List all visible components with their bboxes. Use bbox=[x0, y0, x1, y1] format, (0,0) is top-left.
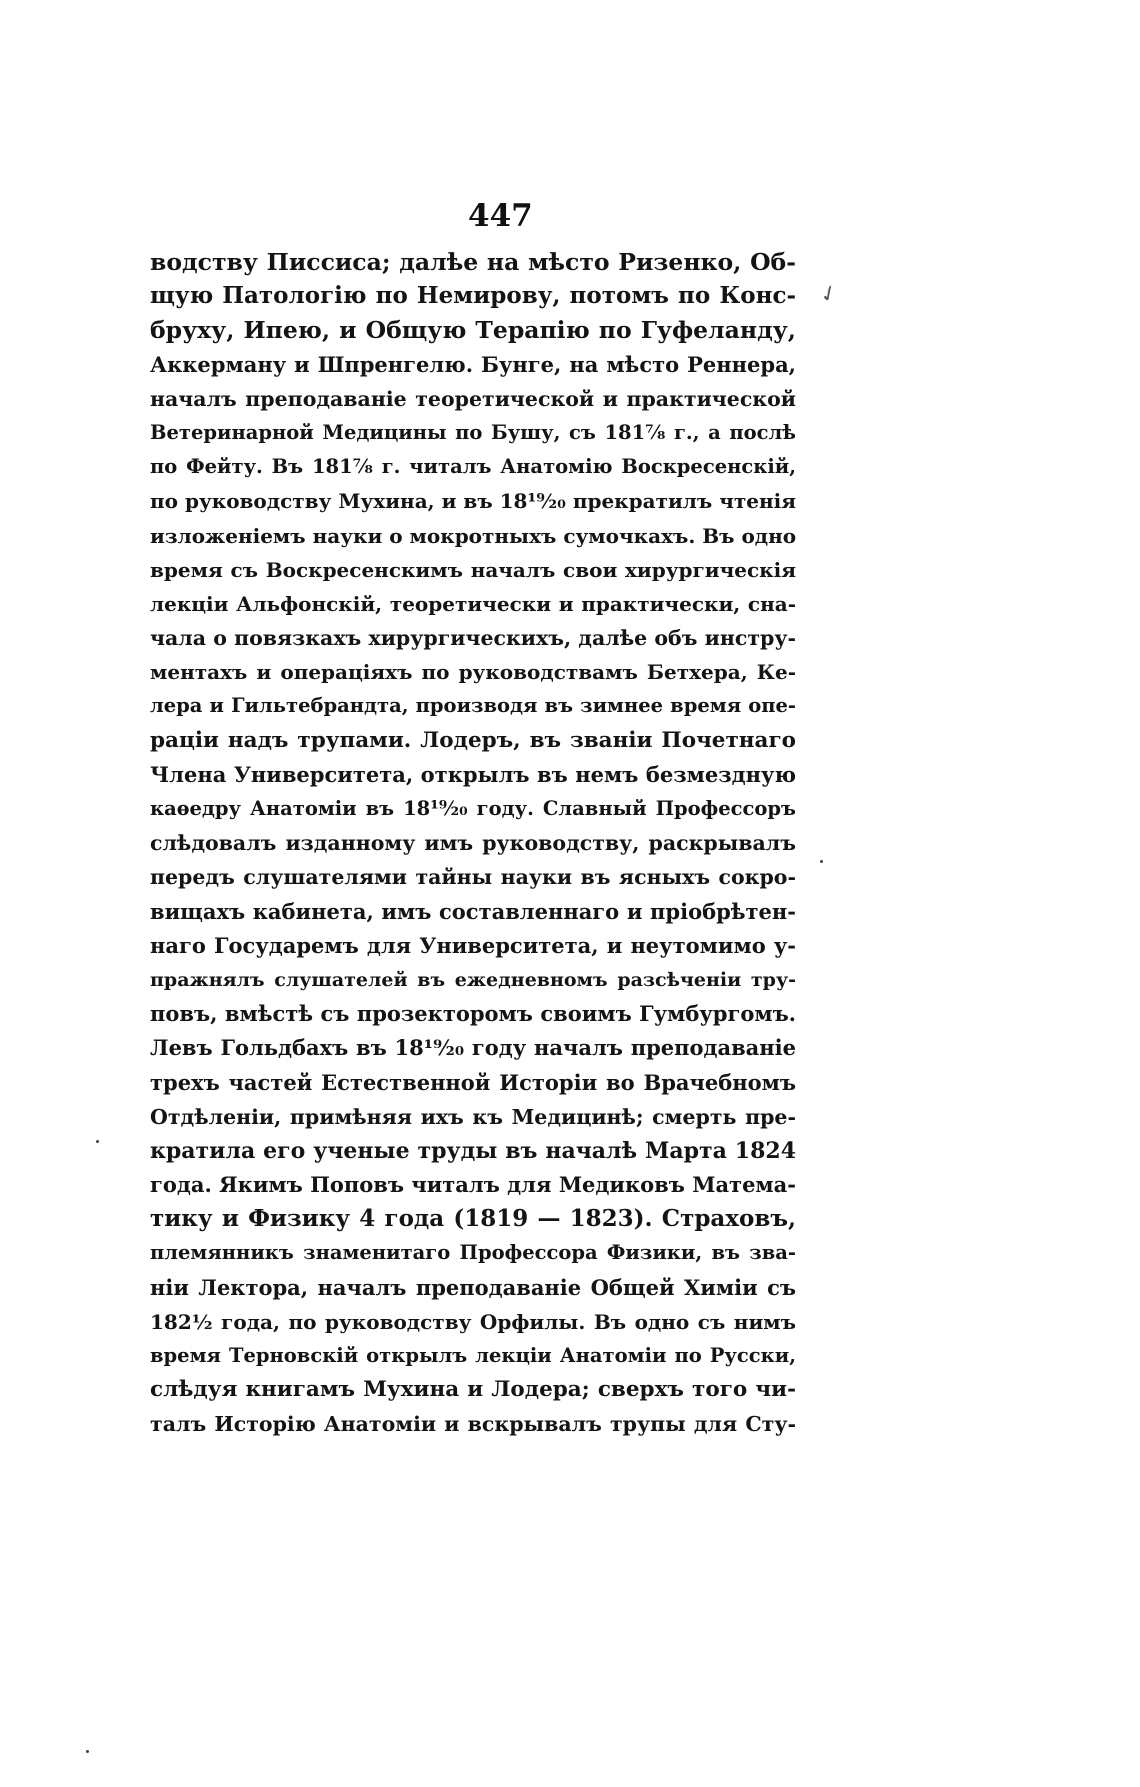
text-line: время съ Воскресенскимъ началъ свои хирургическія bbox=[150, 557, 796, 582]
print-speck bbox=[96, 1140, 99, 1143]
print-speck bbox=[86, 1750, 89, 1753]
text-line: пражнялъ слушателей въ ежедневномъ разсѣченіи тру- bbox=[150, 968, 796, 991]
text-line: повъ, вмѣстѣ съ прозекторомъ своимъ Гумбургомъ. bbox=[150, 1001, 796, 1027]
text-line: слѣдуя книгамъ Мухина и Лодера; сверхъ того чи- bbox=[150, 1377, 796, 1403]
text-line: кратила его ученые труды въ началѣ Марта 1824 bbox=[150, 1137, 796, 1164]
print-speck bbox=[820, 860, 823, 863]
text-line: по Фейту. Въ 181⅞ г. читалъ Анатомію Воскресенскій, bbox=[150, 455, 796, 479]
text-line: вищахъ кабинета, имъ составленнаго и пріобрѣтен- bbox=[150, 898, 796, 924]
text-line: Ветеринарной Медицины по Бушу, съ 181⅞ г., а послѣ bbox=[150, 420, 796, 444]
page-number: 447 bbox=[468, 198, 533, 234]
text-line: слѣдовалъ изданному имъ руководству, раскрывалъ bbox=[150, 831, 796, 856]
text-line: лера и Гильтебрандта, производя въ зимнее время опе- bbox=[150, 694, 796, 718]
text-line: 182½ года, по руководству Орфилы. Въ одно съ нимъ bbox=[150, 1309, 796, 1334]
text-line: талъ Исторію Анатоміи и вскрывалъ трупы для Сту- bbox=[150, 1412, 796, 1437]
text-line: водству Писсиса; далѣе на мѣсто Ризенко, Об- bbox=[150, 248, 796, 276]
text-line: ментахъ и операціяхъ по руководствамъ Бетхера, Ке- bbox=[150, 660, 796, 685]
text-line: время Терновскій открылъ лекціи Анатоміи по Русски, bbox=[150, 1344, 796, 1367]
text-line: Члена Университета, открылъ въ немъ безмездную bbox=[150, 761, 796, 787]
text-line: раціи надъ трупами. Лодеръ, въ званіи Почетнаго bbox=[150, 727, 796, 753]
text-line: бруху, Ипею, и Общую Терапію по Гуфеланду, bbox=[150, 316, 796, 345]
body-text bbox=[150, 245, 796, 1442]
text-line: года. Якимъ Поповъ читалъ для Медиковъ Матема- bbox=[150, 1172, 796, 1198]
text-line: передъ слушателями тайны науки въ ясныхъ сокро- bbox=[150, 865, 796, 890]
text-line: Левъ Гольдбахъ въ 18¹⁹⁄₂₀ году началъ преподаваніе bbox=[150, 1035, 796, 1061]
text-line: Отдѣленіи, примѣняя ихъ къ Медицинѣ; смерть пре- bbox=[150, 1104, 796, 1129]
text-line: Аккерману и Шпренгелю. Бунге, на мѣсто Реннера, bbox=[150, 351, 796, 377]
text-line: ніи Лектора, началъ преподаваніе Общей Химіи съ bbox=[150, 1274, 796, 1300]
text-line: чала о повязкахъ хирургическихъ, далѣе объ инстру- bbox=[150, 626, 796, 651]
text-line: щую Патологію по Немирову, потомъ по Конс- bbox=[150, 282, 796, 310]
text-line: по руководству Мухина, и въ 18¹⁹⁄₂₀ прекратилъ чтенія bbox=[150, 489, 796, 514]
text-line: лекціи Альфонскій, теоретически и практически, сна- bbox=[150, 591, 796, 616]
text-line: тику и Физику 4 года (1819 — 1823). Страховъ, bbox=[150, 1205, 796, 1233]
text-line: каѳедру Анатоміи въ 18¹⁹⁄₂₀ году. Славный Профессоръ bbox=[150, 797, 796, 820]
text-line: племянникъ знаменитаго Профессора Физики, въ зва- bbox=[150, 1241, 796, 1265]
text-line: началъ преподаваніе теоретической и практической bbox=[150, 386, 796, 411]
text-line: изложеніемъ науки о мокротныхъ сумочкахъ. Въ одно bbox=[150, 523, 797, 548]
text-line: наго Государемъ для Университета, и неутомимо у- bbox=[150, 932, 796, 958]
text-line: трехъ частей Естественной Исторіи во Врачебномъ bbox=[150, 1069, 796, 1095]
margin-check-mark: ✓ bbox=[815, 279, 843, 310]
